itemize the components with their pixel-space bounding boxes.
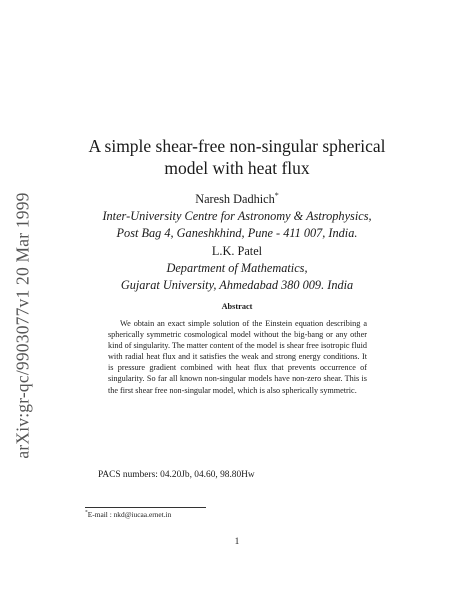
author-2-affiliation-line-2: Gujarat University, Ahmedabad 380 009. India bbox=[120, 278, 354, 293]
footnote-email: E-mail : nkd@iucaa.ernet.in bbox=[87, 510, 172, 519]
footnote bbox=[85, 510, 171, 519]
author-2-affiliation-line-1: Department of Mathematics, bbox=[166, 260, 308, 275]
author-1-footnote-mark: * bbox=[274, 190, 279, 200]
abstract-heading: Abstract bbox=[221, 302, 253, 311]
page-number: 1 bbox=[234, 537, 240, 547]
author-1-line bbox=[60, 191, 414, 208]
author-1-affiliation-line-2: Post Bag 4, Ganeshkhind, Pune - 411 007, India. bbox=[116, 226, 358, 241]
author-1-affiliation-line-1: Inter-University Centre for Astronomy & Astrophysics, bbox=[102, 209, 372, 224]
arxiv-identifier-text: arXiv:gr-qc/9903077v1 20 Mar 1999 bbox=[12, 191, 33, 459]
footnote-divider bbox=[85, 507, 206, 508]
title-line-2: model with heat flux bbox=[164, 158, 310, 178]
author-1-name: Naresh Dadhich bbox=[195, 192, 275, 206]
pacs-numbers: PACS numbers: 04.20Jb, 04.60, 98.80Hw bbox=[98, 470, 255, 480]
abstract-body: We obtain an exact simple solution of the Einstein equation describing a spherically symmetric cosmological model without the big-bang or any other kind of singularity. The matter content of the model is shear free isotropic fluid with radial heat flux and it satisfies the weak and strong energy conditions. It is pressure gradient combined with heat flux that prevents occurrence of singularity. So far all known non-singular models have non-zero shear. This is the first shear free non-singular model, which is also spherically symmetric. bbox=[108, 319, 367, 395]
arxiv-identifier-stamp bbox=[11, 145, 35, 505]
author-block bbox=[60, 191, 414, 294]
title-line-1: A simple shear-free non-singular spherical bbox=[88, 136, 386, 156]
author-2-name: L.K. Patel bbox=[211, 243, 263, 258]
paper-title bbox=[60, 135, 414, 179]
footnote-mark: * bbox=[85, 509, 88, 516]
